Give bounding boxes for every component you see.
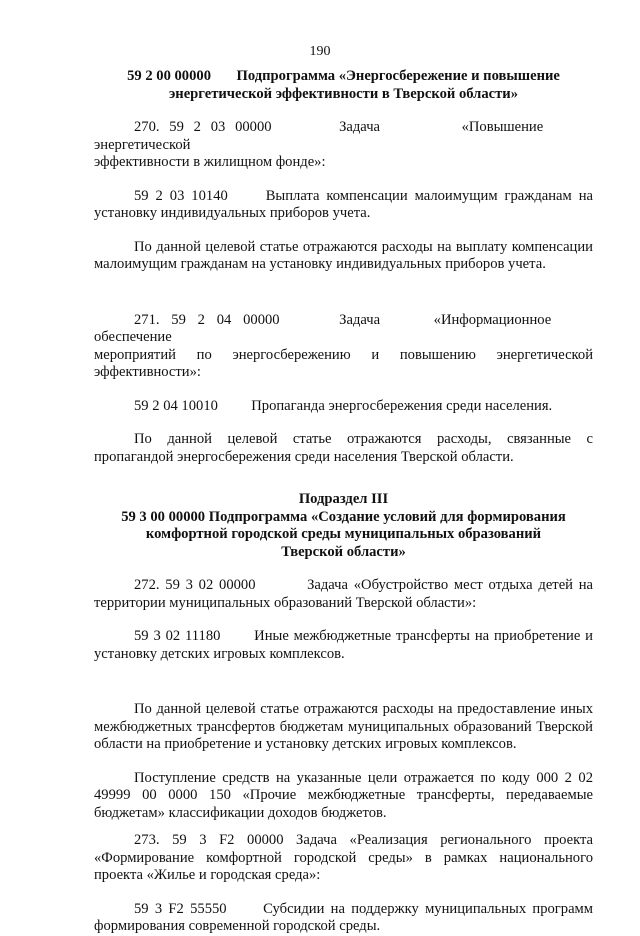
task-270-word: Задача <box>339 119 381 135</box>
task-271-title: «Информационное <box>433 311 552 328</box>
task-271-word-2: по <box>196 346 212 363</box>
item-55550-line2: формирования современной городской среды. <box>94 918 381 934</box>
item-11180-code: 59 3 02 11180 <box>134 628 221 644</box>
item-10140-text: Выплата компенсации малоимущим гражданам на <box>265 187 593 204</box>
task-271-word-6: энергетической <box>496 346 594 363</box>
page-content <box>94 68 593 936</box>
receipts-paragraph: Поступление средств на указанные цели отражается по коду 000 2 02 49999 00 0000 150 «Прочие межбюджетные трансферты, передаваемые бюджетам» классификации доходов бюджетов. <box>94 769 593 821</box>
task-270-code: 270. 59 2 03 00000 <box>134 119 272 135</box>
item-11180-line1 <box>94 628 593 646</box>
task-270-line2: эффективности в жилищном фонде»: <box>94 154 326 170</box>
task-272-code: 272. 59 3 02 00000 <box>134 577 256 593</box>
subprogram-592-heading-line2: энергетической эффективности в Тверской области» <box>168 85 519 102</box>
task-271-word-3: энергосбережению <box>232 346 351 363</box>
subprogram-593-heading-line3: Тверской области» <box>281 543 406 560</box>
subprogram-593-heading-line1: 59 3 00 00000 Подпрограмма «Создание условий для формирования <box>121 508 566 525</box>
item-55550-line1 <box>94 901 593 919</box>
task-271-word-4: и <box>371 346 380 363</box>
task-271-word: Задача <box>339 311 381 328</box>
item-10140-line2: установку индивидуальных приборов учета. <box>94 205 371 221</box>
item-10140-line1 <box>94 188 593 206</box>
task-272-line1 <box>94 577 593 595</box>
subprogram-593-heading-line2: комфортной городской среды муниципальных образований <box>145 526 542 542</box>
task-271-line3: эффективности»: <box>94 364 201 380</box>
task-271-line1 <box>94 312 593 347</box>
task-271-line2 <box>94 347 593 365</box>
item-10010-line <box>94 398 593 416</box>
item-10010-code: 59 2 04 10010 <box>134 397 218 414</box>
subprogram-592-heading-line1: 59 2 00 00000 Подпрограмма «Энергосбережение и повышение <box>127 68 560 84</box>
item-11180-text: Иные межбюджетные трансферты на приобретение и <box>254 628 593 644</box>
item-10010-text: Пропаганда энергосбережения среди населения. <box>251 397 553 414</box>
description-11180: По данной целевой статье отражаются расходы на предоставление иных межбюджетных трансфертов бюджетам муниципальных образований Тверской области на приобретение и установку детских игровых комплексов. <box>94 701 593 752</box>
task-271-title-end: обеспечение <box>94 329 172 345</box>
page-number: 190 <box>309 44 331 59</box>
task-273-paragraph: 273. 59 3 F2 00000 Задача «Реализация регионального проекта «Формирование комфортной городской среды» в рамках национального проекта «Жилье и городская среда»: <box>94 832 593 883</box>
task-271-word-1: мероприятий <box>94 346 176 363</box>
item-55550-code: 59 3 F2 55550 <box>134 900 227 917</box>
task-272-text: Задача «Обустройство мест отдыха детей на <box>307 577 594 593</box>
task-270-title: «Повышение <box>461 119 544 135</box>
task-271-code: 271. 59 2 04 00000 <box>134 311 280 328</box>
task-270-line1 <box>94 119 593 154</box>
item-10140-code: 59 2 03 10140 <box>134 187 228 204</box>
task-272-line2: территории муниципальных образований Тверской области»: <box>94 594 477 611</box>
task-271-word-5: повышению <box>399 346 476 363</box>
description-10010: По данной целевой статье отражаются расходы, связанные с пропагандой энергосбережения среди населения Тверской области. <box>94 431 593 465</box>
subsection-title: Подраздел III <box>298 491 389 507</box>
description-10140: По данной целевой статье отражаются расходы на выплату компенсации малоимущим гражданам на установку индивидуальных приборов учета. <box>94 238 593 272</box>
item-55550-text: Субсидии на поддержку муниципальных программ <box>263 900 594 917</box>
item-11180-line2: установку детских игровых комплексов. <box>94 645 345 662</box>
task-270-title-end: энергетической <box>94 136 191 153</box>
